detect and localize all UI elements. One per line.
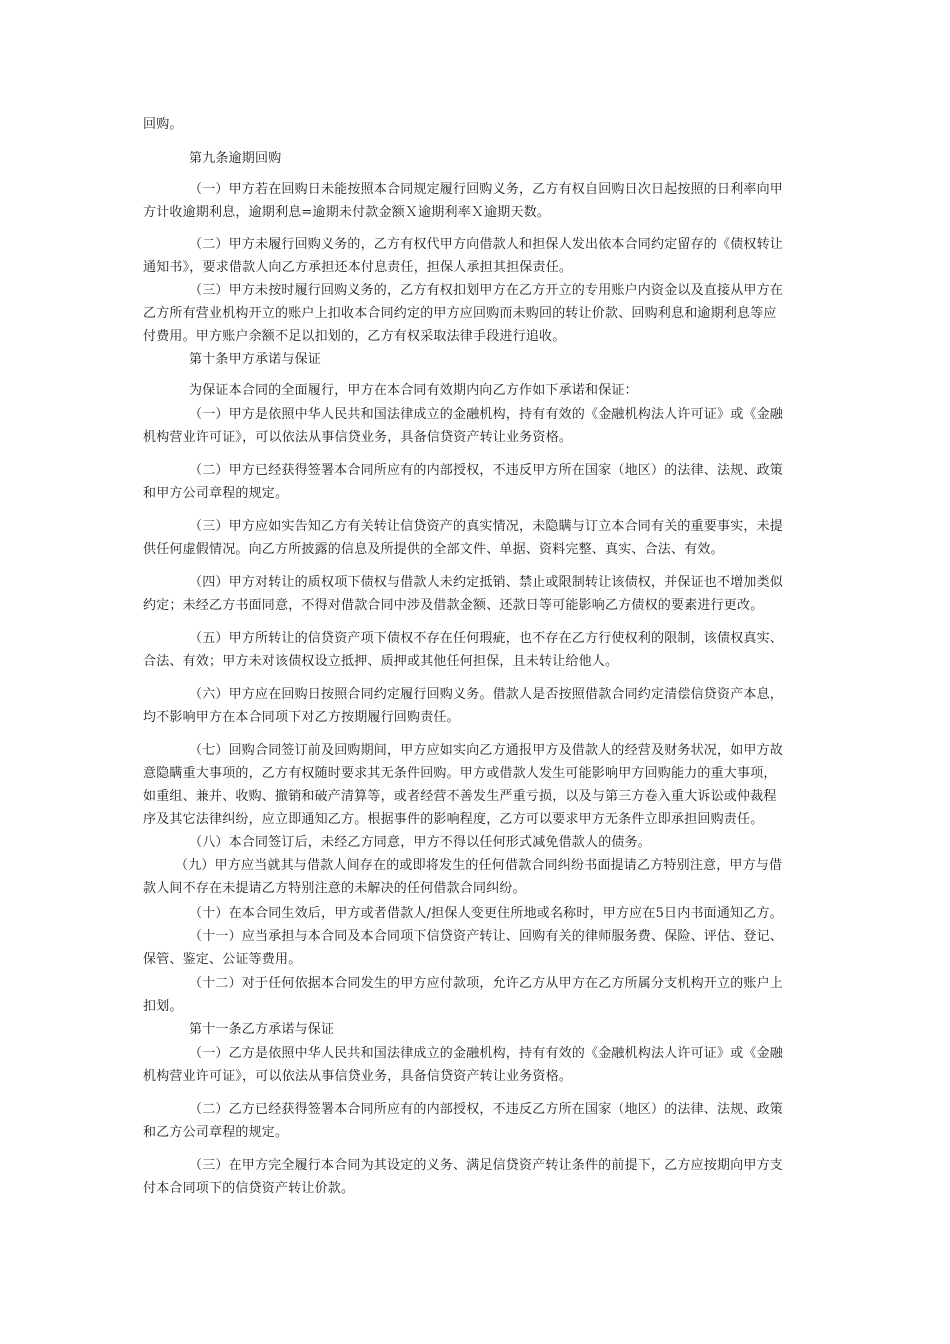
text-line: （八）本合同签订后，未经乙方同意，甲方不得以任何形式减免借款人的债务。: [189, 835, 652, 850]
text-line: （九）甲方应当就其与借款人间存在的或即将发生的任何借款合同纠纷书面提请乙方特别注意，甲方与借: [175, 858, 783, 873]
text-line: 和乙方公司章程的规定。: [143, 1125, 289, 1140]
text-line: （十）在本合同生效后，甲方或者借款人/担保人变更住所地或名称时，甲方应在5日内书面通知乙方。: [189, 906, 783, 921]
text-line: （三）在甲方完全履行本合同为其设定的义务、满足信贷资产转让条件的前提下，乙方应按期向甲方支: [189, 1158, 784, 1173]
text-line: （三）甲方应如实告知乙方有关转让信贷资产的真实情况，未隐瞒与订立本合同有关的重要事实，未提: [189, 519, 784, 534]
text-line: （一）甲方若在回购日未能按照本合同规定履行回购义务，乙方有权自回购日次日起按照的日利率向甲: [189, 182, 784, 197]
text-line: （五）甲方所转让的信贷资产项下债权不存在任何瑕疵，也不存在乙方行使权利的限制，该债权真实、: [189, 631, 784, 646]
text-line: （十一）应当承担与本合同及本合同项下信贷资产转让、回购有关的律师服务费、保险、评估、登记、: [189, 929, 784, 944]
text-line: 通知书》，要求借款人向乙方承担还本付息责任，担保人承担其担保责任。: [143, 260, 573, 275]
text-line: （二）甲方未履行回购义务的，乙方有权代甲方向借款人和担保人发出依本合同约定留存的《债权转让: [189, 237, 784, 252]
text-line: （六）甲方应在回购日按照合同约定履行回购义务。借款人是否按照借款合同约定清偿信贷资产本息，: [189, 687, 784, 702]
text-line: 和甲方公司章程的规定。: [143, 486, 289, 501]
text-line: （二）乙方已经获得签署本合同所应有的内部授权，不违反乙方所在国家（地区）的法律、法规、政策: [189, 1102, 784, 1117]
text-line: 约定；未经乙方书面同意，不得对借款合同中涉及借款金额、还款日等可能影响乙方债权的要素进行更改。: [143, 598, 764, 613]
text-line: 如重组、兼并、收购、撤销和破产清算等，或者经营不善发生严重亏损，以及与第三方卷入重大诉讼或仲裁程: [143, 789, 777, 804]
text-line: 意隐瞒重大事项的，乙方有权随时要求其无条件回购。甲方或借款人发生可能影响甲方回购能力的重大事项，: [143, 766, 777, 781]
text-line: （四）甲方对转让的质权项下债权与借款人未约定抵销、禁止或限制转让该债权，并保证也不增加类似: [189, 575, 784, 590]
text-line: 合法、有效；甲方未对该债权设立抵押、质押或其他任何担保，且未转让给他人。: [143, 654, 619, 669]
text-line: （一）甲方是依照中华人民共和国法律成立的金融机构，持有有效的《金融机构法人许可证》或《金融: [189, 407, 784, 422]
text-line: 供任何虚假情况。向乙方所披露的信息及所提供的全部文件、单据、资料完整、真实、合法、有效。: [143, 542, 724, 557]
text-line: 机构营业许可证》，可以依法从事信贷业务，具备信贷资产转让业务资格。: [143, 1069, 573, 1084]
text-line: （十二）对于任何依据本合同发生的甲方应付款项，允许乙方从甲方在乙方所属分支机构开立的账户上: [189, 976, 784, 991]
text-line: 机构营业许可证》，可以依法从事信贷业务，具备信贷资产转让业务资格。: [143, 430, 573, 445]
text-line: （三）甲方未按时履行回购义务的，乙方有权扣划甲方在乙方开立的专用账户内资金以及直接从甲方在: [189, 283, 784, 298]
text-line: 为保证本合同的全面履行，甲方在本合同有效期内向乙方作如下承诺和保证：: [189, 383, 638, 398]
section-heading: 第十一条乙方承诺与保证: [189, 1022, 335, 1037]
section-heading: 第十条甲方承诺与保证: [189, 352, 322, 367]
text-line: （二）甲方已经获得签署本合同所应有的内部授权，不违反甲方所在国家（地区）的法律、法规、政策: [189, 463, 784, 478]
text-line: 乙方所有营业机构开立的账户上扣收本合同约定的甲方应回购而未购回的转让价款、回购利息和逾期利息等应: [143, 306, 777, 321]
text-line: 保管、鉴定、公证等费用。: [143, 952, 302, 967]
text-line: 付本合同项下的信贷资产转让价款。: [143, 1181, 355, 1196]
section-heading: 第九条逾期回购: [189, 151, 282, 166]
text-line: 扣划。: [143, 999, 183, 1014]
text-line: 付费用。甲方账户余额不足以扣划的，乙方有权采取法律手段进行追收。: [143, 329, 566, 344]
text-line: 序及其它法律纠纷，应立即通知乙方。根据事件的影响程度，乙方可以要求甲方无条件立即承担回购责任。: [143, 812, 764, 827]
text-line: 均不影响甲方在本合同项下对乙方按期履行回购责任。: [143, 710, 460, 725]
text-line: （七）回购合同签订前及回购期间，甲方应如实向乙方通报甲方及借款人的经营及财务状况，如甲方故: [189, 743, 784, 758]
text-line: 款人间不存在未提请乙方特别注意的未解决的任何借款合同纠纷。: [143, 881, 526, 896]
text-line: （一）乙方是依照中华人民共和国法律成立的金融机构，持有有效的《金融机构法人许可证》或《金融: [189, 1046, 784, 1061]
text-line: 方计收逾期利息，逾期利息=逾期未付款金额Ｘ逾期利率Ｘ逾期天数。: [143, 205, 551, 220]
text-line: 回购。: [143, 117, 183, 132]
